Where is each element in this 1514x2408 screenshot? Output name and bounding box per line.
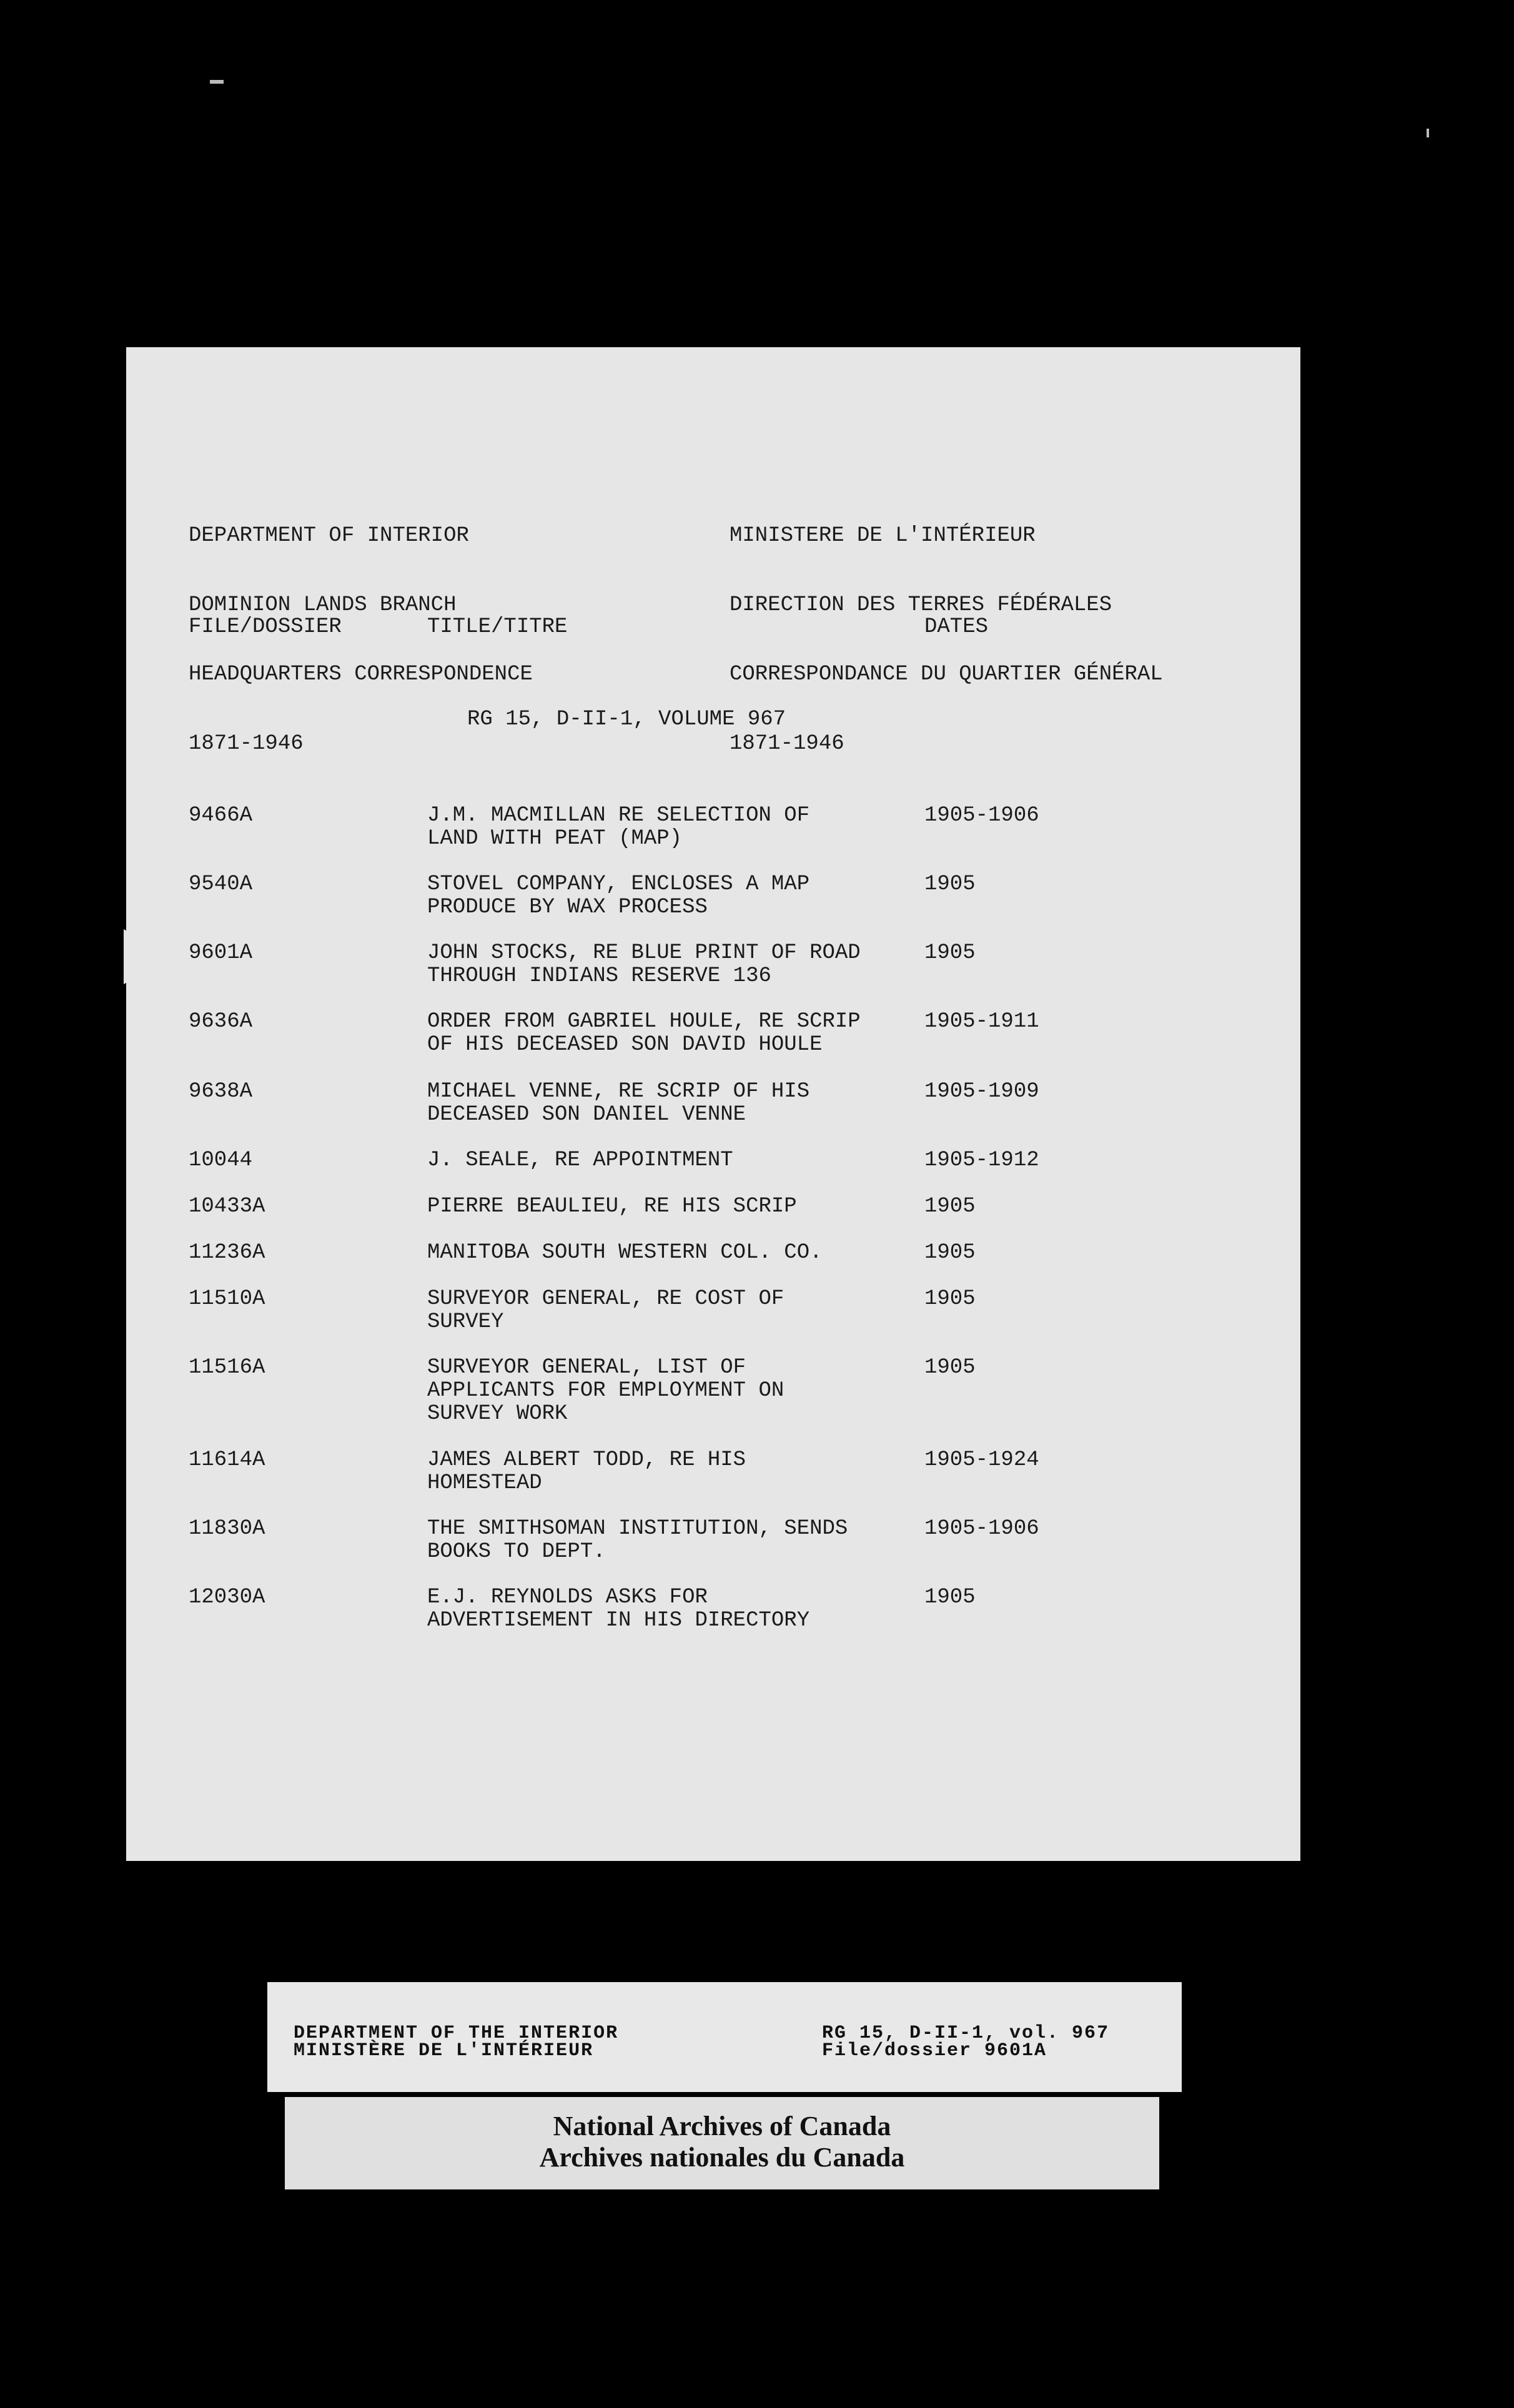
file-title: JOHN STOCKS, RE BLUE PRINT OF ROAD THROUGH INDIANS RESERVE 136 xyxy=(427,941,861,988)
column-header-file: FILE/DOSSIER xyxy=(189,615,342,639)
file-title: J. SEALE, RE APPOINTMENT xyxy=(427,1148,733,1172)
archive-reference-label xyxy=(267,1982,1182,2092)
dust-speck xyxy=(1427,129,1429,137)
file-dates: 1905-1906 xyxy=(924,804,1039,827)
file-number: 11236A xyxy=(189,1241,265,1265)
file-number: 11516A xyxy=(189,1356,265,1379)
header-french-line: DIRECTION DES TERRES FÉDÉRALES xyxy=(730,593,1112,617)
file-number: 11830A xyxy=(189,1517,265,1541)
file-dates: 1905-1909 xyxy=(924,1080,1039,1103)
dust-speck xyxy=(210,80,224,84)
file-number: 9636A xyxy=(189,1010,253,1034)
file-title: STOVEL COMPANY, ENCLOSES A MAP PRODUCE BY WAX PROCESS xyxy=(427,872,810,919)
file-title: THE SMITHSOMAN INSTITUTION, SENDS BOOKS TO DEPT. xyxy=(427,1517,848,1564)
header-french xyxy=(730,478,1163,802)
file-number: 9601A xyxy=(189,941,253,965)
column-header-dates: DATES xyxy=(924,615,989,639)
file-number: 10044 xyxy=(189,1148,253,1172)
file-number: 9638A xyxy=(189,1080,253,1103)
file-dates: 1905 xyxy=(924,941,976,965)
file-dates: 1905-1924 xyxy=(924,1448,1039,1472)
header-english-line: DOMINION LANDS BRANCH xyxy=(189,593,457,617)
archive-label-reference: RG 15, D-II-1, vol. 967 File/dossier 9601A xyxy=(822,2023,1110,2061)
file-title: SURVEYOR GENERAL, LIST OF APPLICANTS FOR EMPLOYMENT ON SURVEY WORK xyxy=(427,1356,784,1426)
file-title: E.J. REYNOLDS ASKS FOR ADVERTISEMENT IN HIS DIRECTORY xyxy=(427,1586,810,1632)
file-title: MICHAEL VENNE, RE SCRIP OF HIS DECEASED SON DANIEL VENNE xyxy=(427,1080,810,1127)
header-english-line: HEADQUARTERS CORRESPONDENCE xyxy=(189,663,533,686)
volume-reference: RG 15, D-II-1, VOLUME 967 xyxy=(467,708,786,731)
file-title: J.M. MACMILLAN RE SELECTION OF LAND WITH PEAT (MAP) xyxy=(427,804,810,851)
file-title: PIERRE BEAULIEU, RE HIS SCRIP xyxy=(427,1195,797,1218)
list-item xyxy=(126,1586,1300,1702)
file-title: ORDER FROM GABRIEL HOULE, RE SCRIP OF HIS DECEASED SON DAVID HOULE xyxy=(427,1010,861,1057)
file-dates: 1905 xyxy=(924,872,976,896)
file-dates: 1905-1912 xyxy=(924,1148,1039,1172)
file-number: 12030A xyxy=(189,1586,265,1609)
file-dates: 1905 xyxy=(924,1586,976,1609)
header-english-line: 1871-1946 xyxy=(189,732,304,756)
header-french-line: 1871-1946 xyxy=(730,732,844,756)
archives-name-english: National Archives of Canada xyxy=(553,2111,891,2141)
document-page xyxy=(126,347,1300,1861)
column-header-title: TITLE/TITRE xyxy=(427,615,568,639)
header-french-line: MINISTERE DE L'INTÉRIEUR xyxy=(730,524,1036,548)
archives-name-french: Archives nationales du Canada xyxy=(539,2142,905,2173)
file-number: 11614A xyxy=(189,1448,265,1472)
file-number: 9466A xyxy=(189,804,253,827)
file-number: 11510A xyxy=(189,1287,265,1311)
flag-marker-arrow xyxy=(124,929,176,984)
header-english-line: DEPARTMENT OF INTERIOR xyxy=(189,524,469,548)
archives-name-label xyxy=(285,2097,1159,2189)
file-dates: 1905 xyxy=(924,1241,976,1265)
file-title: SURVEYOR GENERAL, RE COST OF SURVEY xyxy=(427,1287,784,1334)
file-title: MANITOBA SOUTH WESTERN COL. CO. xyxy=(427,1241,823,1265)
file-dates: 1905 xyxy=(924,1287,976,1311)
archive-label-department: DEPARTMENT OF THE INTERIOR MINISTÈRE DE L'INTÉRIEUR xyxy=(294,2023,619,2061)
file-dates: 1905-1911 xyxy=(924,1010,1039,1034)
file-title: JAMES ALBERT TODD, RE HIS HOMESTEAD xyxy=(427,1448,746,1495)
header-english xyxy=(189,478,533,802)
file-number: 10433A xyxy=(189,1195,265,1218)
file-dates: 1905-1906 xyxy=(924,1517,1039,1541)
file-dates: 1905 xyxy=(924,1356,976,1379)
file-number: 9540A xyxy=(189,872,253,896)
header-french-line: CORRESPONDANCE DU QUARTIER GÉNÉRAL xyxy=(730,663,1163,686)
file-dates: 1905 xyxy=(924,1195,976,1218)
